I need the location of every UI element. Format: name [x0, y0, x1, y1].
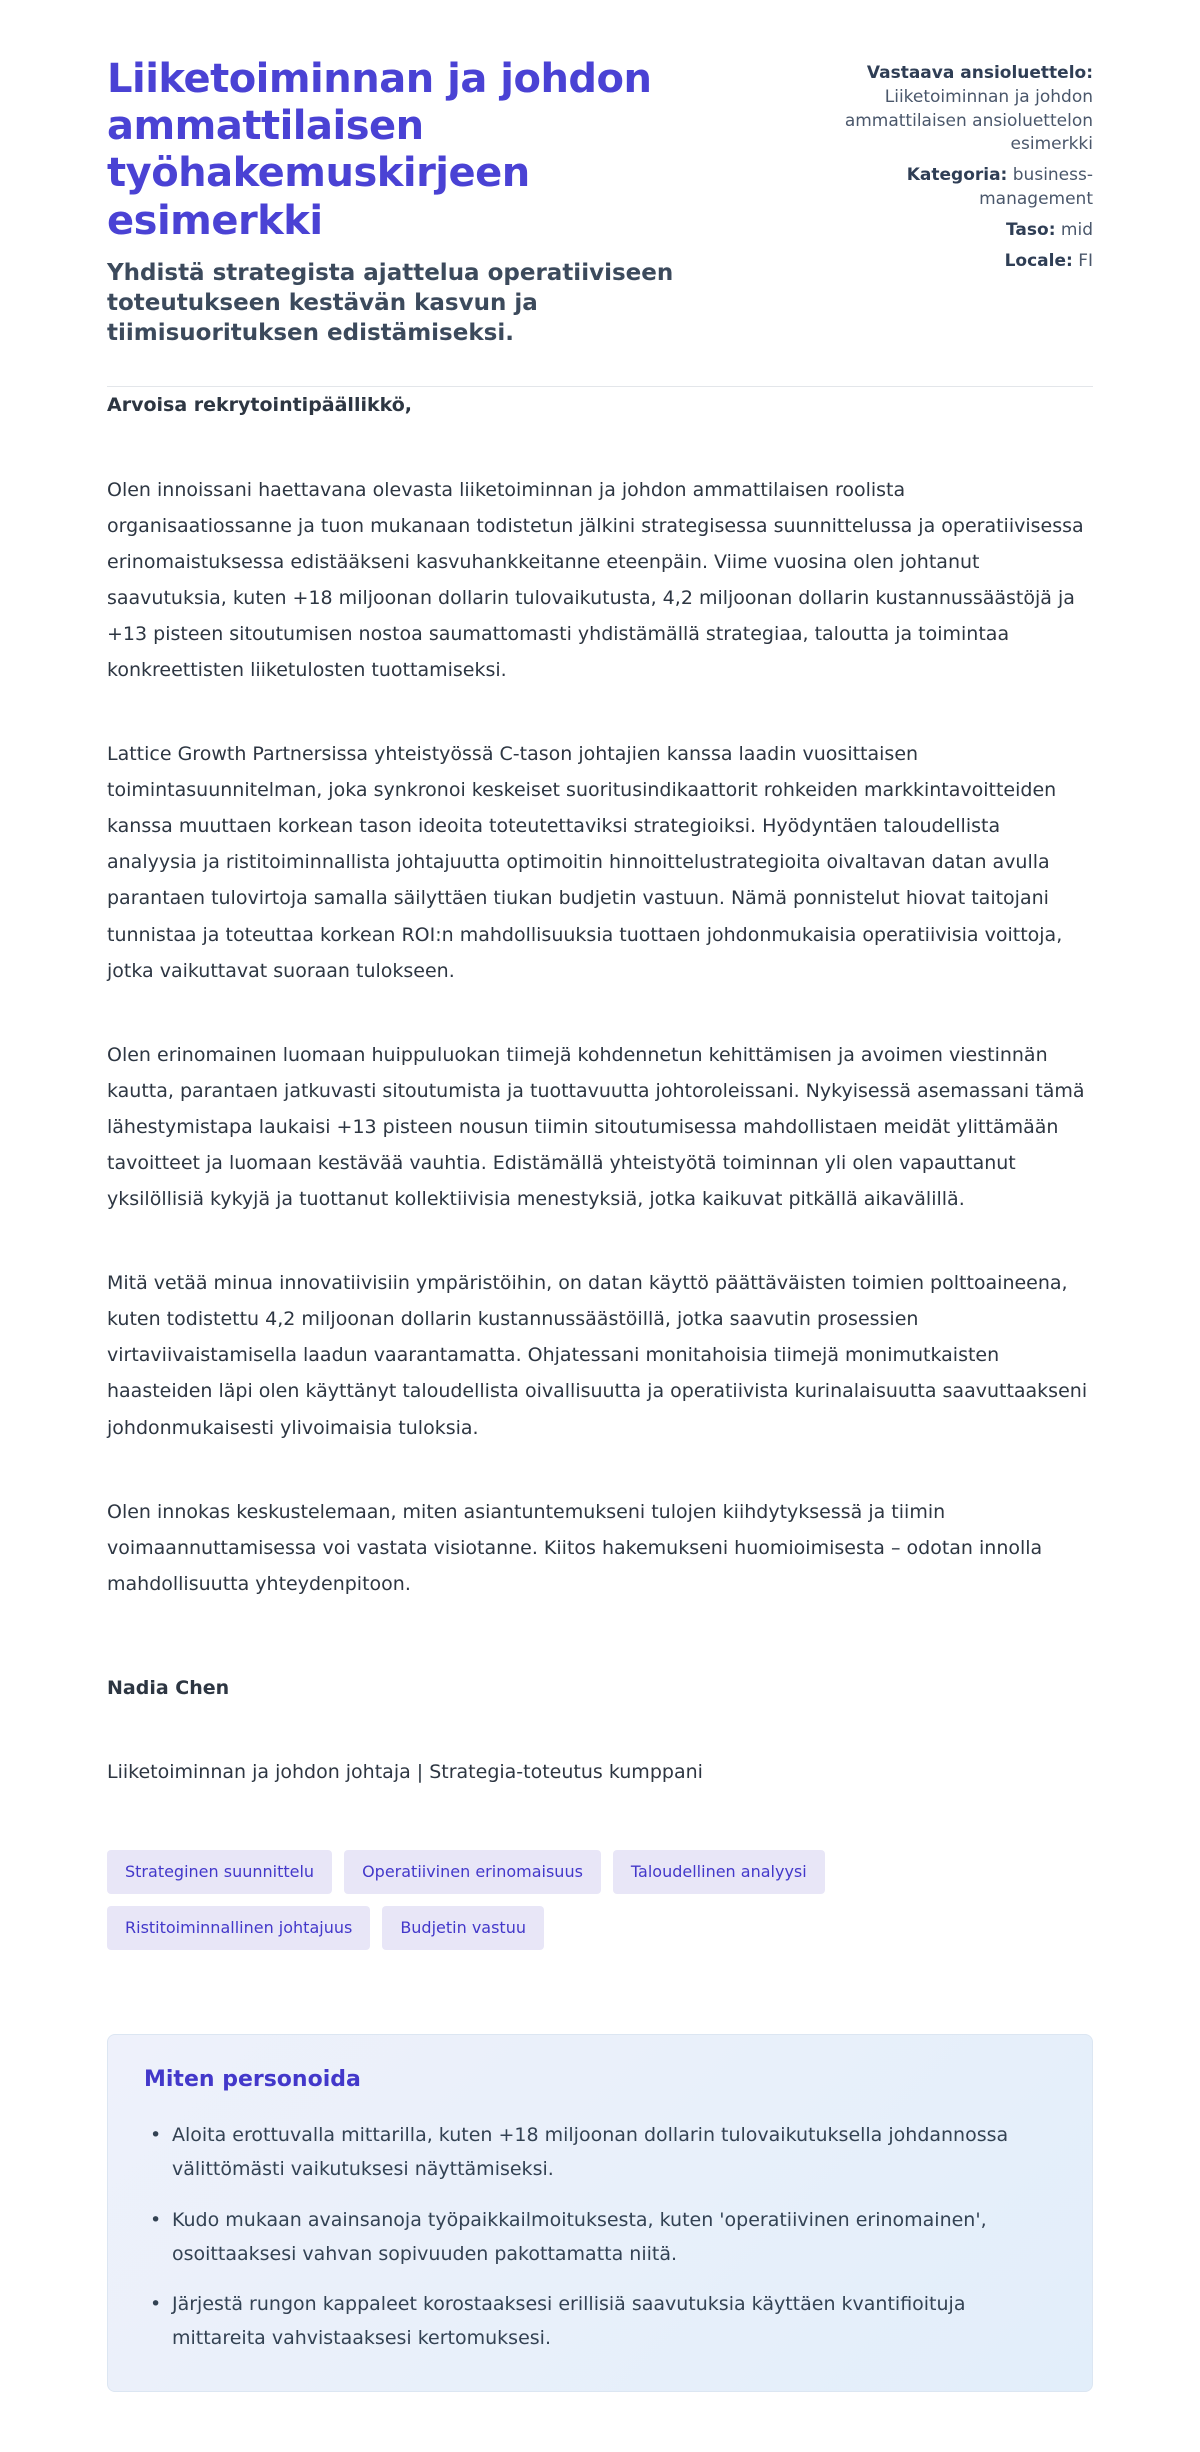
header-title-block — [107, 56, 753, 348]
meta-panel — [793, 56, 1093, 280]
skill-tag: Budjetin vastuu — [382, 1906, 544, 1950]
meta-value: business-management — [979, 165, 1093, 209]
tip-text: Kudo mukaan avainsanoja työpaikkailmoituksesta, kuten 'operatiivinen erinomainen', osoittaaksesi vahvan sopivuuden pakottamatta niitä. — [172, 2208, 987, 2265]
letter-paragraph: Lattice Growth Partnersissa yhteistyössä C-tason johtajien kanssa laadin vuosittaisen toimintasuunnitelman, joka synkronoi keskeiset suoritusindikaattorit rohkeiden markkintavoitteiden kanssa muuttaen korkean tason ideoita toteutettaviksi strategioiksi. Hyödyntäen taloudellista analyysia ja ristitoiminnallista johtajuutta optimoitin hinnoittelustrategioita oivaltavan datan avulla parantaen tulovirtoja samalla säilyttäen tiukan budjetin vastuun. Nämä ponnistelut hiovat taitojani tunnistaa ja toteuttaa korkean ROI:n mahdollisuuksia tuottaen johdonmukaisia operatiivisia voittoja, jotka vaikuttavat suoraan tulokseen. — [107, 743, 1063, 982]
skill-tag-list — [107, 1850, 1007, 1950]
tip-text: Järjestä rungon kappaleet korostaaksesi erillisiä saavutuksia käyttäen kvantifioituja mittareita vahvistaaksesi kertomuksesi. — [172, 2292, 966, 2350]
meta-value: Liiketoiminnan ja johdon ammattilaisen ansioluettelon esimerkki — [844, 86, 1093, 155]
signature-title: Liiketoiminnan ja johdon johtaja | Strategia-toteutus kumppani — [107, 1761, 703, 1784]
tips-list — [144, 2118, 1056, 2355]
tip-item — [144, 2203, 1056, 2271]
meta-label: Taso: — [1006, 219, 1056, 240]
meta-locale — [793, 250, 1093, 274]
meta-matching-resume — [793, 62, 1093, 157]
letter-paragraph: Mitä vetää minua innovatiivisiin ympäristöihin, on datan käyttö päättäväisten toimien polttoaineena, kuten todistettu 4,2 miljoonan dollarin kustannussäästöillä, jotka saavutin prosessien virtaviivaistamisella laadun vaarantamatta. Ohjatessani monitahoisia tiimejä monimutkaisten haasteiden läpi olen käyttänyt taloudellista oivallisuutta ja operatiivista kurinalaisuutta saavuttaakseni johdonmukaisesti ylivoimaisia tuloksia. — [107, 1272, 1088, 1439]
tips-heading: Miten personoida — [144, 2067, 361, 2093]
meta-label: Locale: — [1004, 250, 1073, 271]
meta-level — [793, 219, 1093, 243]
skill-tag: Taloudellinen analyysi — [613, 1850, 825, 1894]
skill-tag: Ristitoiminnallinen johtajuus — [107, 1906, 370, 1950]
cover-letter-body — [107, 387, 1093, 1790]
header — [107, 56, 1093, 348]
personalization-tips-box — [107, 2034, 1093, 2392]
meta-value: FI — [1078, 250, 1093, 271]
meta-category — [793, 164, 1093, 212]
letter-greeting: Arvoisa rekrytointipäällikkö, — [107, 394, 413, 417]
letter-paragraph: Olen erinomainen luomaan huippuluokan tiimejä kohdennetun kehittämisen ja avoimen viestinnän kautta, parantaen jatkuvasti sitoutumista ja tuottavuutta johtoroleissani. Nykyisessä asemassani tämä lähestymistapa laukaisi +13 pisteen nousun tiimin sitoutumisessa mahdollistaen meidät ylittämään tavoitteet ja luomaan kestävää vauhtia. Edistämällä yhteistyötä toiminnan yli olen vapauttanut yksilöllisiä kykyjä ja tuottanut kollektiivisia menestyksiä, jotka kaikuvat pitkällä aikavälillä. — [107, 1043, 1085, 1211]
skill-tag: Strateginen suunnittelu — [107, 1850, 332, 1894]
page-title: Liiketoiminnan ja johdon ammattilaisen työhakemuskirjeen esimerkki — [107, 56, 652, 244]
meta-label: Vastaava ansioluettelo: — [866, 63, 1093, 83]
meta-value: mid — [1060, 219, 1093, 240]
tip-item — [144, 2118, 1056, 2186]
tip-text: Aloita erottuvalla mittarilla, kuten +18 miljoonan dollarin tulovaikutuksella johdannossa välittömästi vaikutuksesi näyttämiseksi. — [172, 2124, 1009, 2181]
meta-label: Kategoria: — [906, 165, 1008, 186]
tip-item — [144, 2287, 1056, 2355]
letter-paragraph: Olen innokas keskustelemaan, miten asiantuntemukseni tulojen kiihdytyksessä ja tiimin voimaannuttamisessa voi vastata visiotanne. Kiitos hakemukseni huomioimisesta – odotan innolla mahdollisuutta yhteydenpitoon. — [107, 1500, 1043, 1595]
signature-name: Nadia Chen — [107, 1676, 230, 1699]
page-subtitle: Yhdistä strategista ajattelua operatiiviseen toteutukseen kestävän kasvun ja tiimisuorituksen edistämiseksi. — [107, 259, 674, 346]
signature-block — [107, 1670, 1093, 1790]
letter-paragraph: Olen innoissani haettavana olevasta liiketoiminnan ja johdon ammattilaisen roolista organisaatiossanne ja tuon mukanaan todistetun jälkini strategisessa suunnittelussa ja operatiivisessa erinomaistuksessa edistääkseni kasvuhankkeitanne eteenpäin. Viime vuosina olen johtanut saavutuksia, kuten +18 miljoonan dollarin tulovaikutusta, 4,2 miljoonan dollarin kustannussäästöjä ja +13 pisteen sitoutumisen nostoa saumattomasti yhdistämällä strategiaa, taloutta ja toimintaa konkreettisten liiketulosten tuottamiseksi. — [107, 478, 1084, 681]
skill-tag: Operatiivinen erinomaisuus — [344, 1850, 601, 1894]
